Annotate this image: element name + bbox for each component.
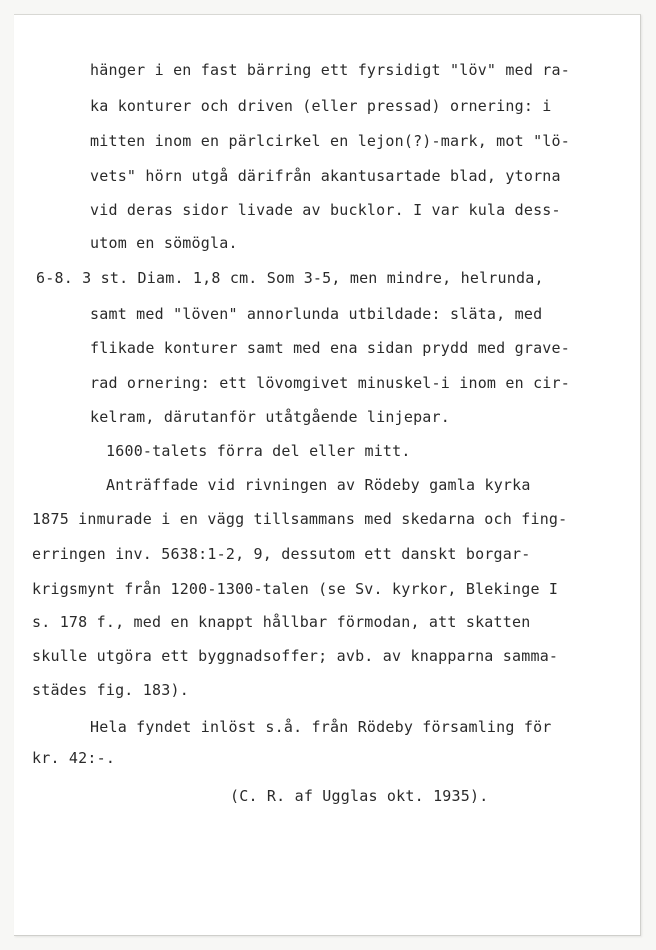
text-line: kr. 42:-. — [32, 749, 116, 767]
text-line: vid deras sidor livade av bucklor. I var kula dess- — [90, 201, 561, 219]
text-line: mitten inom en pärlcirkel en lejon(?)-mark, mot "lö- — [90, 132, 570, 150]
text-line: Hela fyndet inlöst s.å. från Rödeby församling för — [90, 718, 552, 736]
text-line: 6-8. 3 st. Diam. 1,8 cm. Som 3-5, men mindre, helrunda, — [36, 269, 544, 287]
text-line: kelram, därutanför utåtgående linjepar. — [90, 408, 450, 426]
text-line: 1600-talets förra del eller mitt. — [106, 442, 411, 460]
text-line: Anträffade vid rivningen av Rödeby gamla kyrka — [106, 476, 531, 494]
text-line: krigsmynt från 1200-1300-talen (se Sv. kyrkor, Blekinge I — [32, 580, 559, 598]
text-line: s. 178 f., med en knappt hållbar förmodan, att skatten — [32, 613, 531, 631]
text-line: erringen inv. 5638:1-2, 9, dessutom ett danskt borgar- — [32, 545, 531, 563]
text-line: hänger i en fast bärring ett fyrsidigt "löv" med ra- — [90, 61, 570, 79]
document-page — [14, 14, 641, 936]
text-line: rad ornering: ett lövomgivet minuskel-i inom en cir- — [90, 374, 570, 392]
text-line: ka konturer och driven (eller pressad) ornering: i — [90, 97, 552, 115]
text-line: skulle utgöra ett byggnadsoffer; avb. av knapparna samma- — [32, 647, 559, 665]
signature-line: (C. R. af Ugglas okt. 1935). — [230, 787, 489, 805]
text-line: 1875 inmurade i en vägg tillsammans med skedarna och fing- — [32, 510, 568, 528]
text-line: flikade konturer samt med ena sidan prydd med grave- — [90, 339, 570, 357]
text-line: utom en sömögla. — [90, 234, 238, 252]
text-line: städes fig. 183). — [32, 681, 189, 699]
text-line: samt med "löven" annorlunda utbildade: släta, med — [90, 305, 543, 323]
text-line: vets" hörn utgå därifrån akantusartade blad, ytorna — [90, 167, 561, 185]
